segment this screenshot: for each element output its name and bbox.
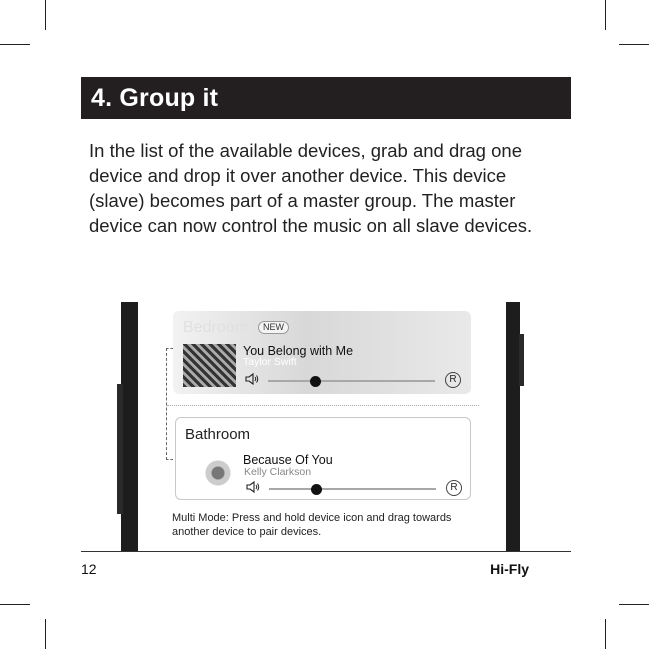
crop-mark [619, 604, 649, 605]
device-card-bathroom[interactable] [175, 417, 471, 500]
room-name: Bedroom [183, 319, 248, 336]
volume-slider[interactable] [268, 380, 435, 382]
drag-bracket [166, 348, 173, 460]
instructions-text: In the list of the available devices, grab and drag one device and drop it over another device. This device (slave) becomes part of a master group. The master device can now control the music on all slave devices. [89, 140, 533, 236]
song-artist: Taylor Swift [243, 356, 297, 368]
room-name: Bathroom [185, 426, 251, 443]
song-artist: Kelly Clarkson [244, 466, 312, 478]
album-art[interactable] [198, 455, 238, 495]
volume-slider-thumb[interactable] [311, 484, 322, 495]
device-card-bedroom[interactable] [173, 311, 471, 394]
r-button[interactable]: R [446, 480, 462, 496]
speaker-icon[interactable] [245, 372, 259, 386]
new-badge: NEW [258, 321, 289, 334]
brand-name: Hi-Fly [490, 561, 529, 577]
crop-mark [0, 44, 30, 45]
crop-mark [45, 0, 46, 30]
help-text: Multi Mode: Press and hold device icon and drag towards another device to pair devices. [172, 512, 452, 538]
album-art[interactable] [183, 344, 236, 387]
r-button[interactable]: R [445, 372, 461, 388]
song-title: Because Of You [243, 453, 333, 467]
crop-mark [605, 0, 606, 30]
phone-screen [138, 302, 506, 551]
phone-side-button [519, 334, 524, 386]
crop-mark [45, 619, 46, 649]
speaker-icon[interactable] [246, 480, 260, 494]
crop-mark [605, 619, 606, 649]
crop-mark [0, 604, 30, 605]
section-title: 4. Group it [91, 84, 219, 112]
volume-slider-thumb[interactable] [310, 376, 321, 387]
divider [167, 405, 479, 406]
page-number: 12 [81, 561, 97, 577]
footer-rule [81, 551, 571, 552]
section-header [81, 77, 571, 119]
phone-side-button [117, 384, 123, 514]
volume-slider[interactable] [269, 488, 436, 490]
song-title: You Belong with Me [243, 344, 354, 358]
crop-mark [619, 44, 649, 45]
